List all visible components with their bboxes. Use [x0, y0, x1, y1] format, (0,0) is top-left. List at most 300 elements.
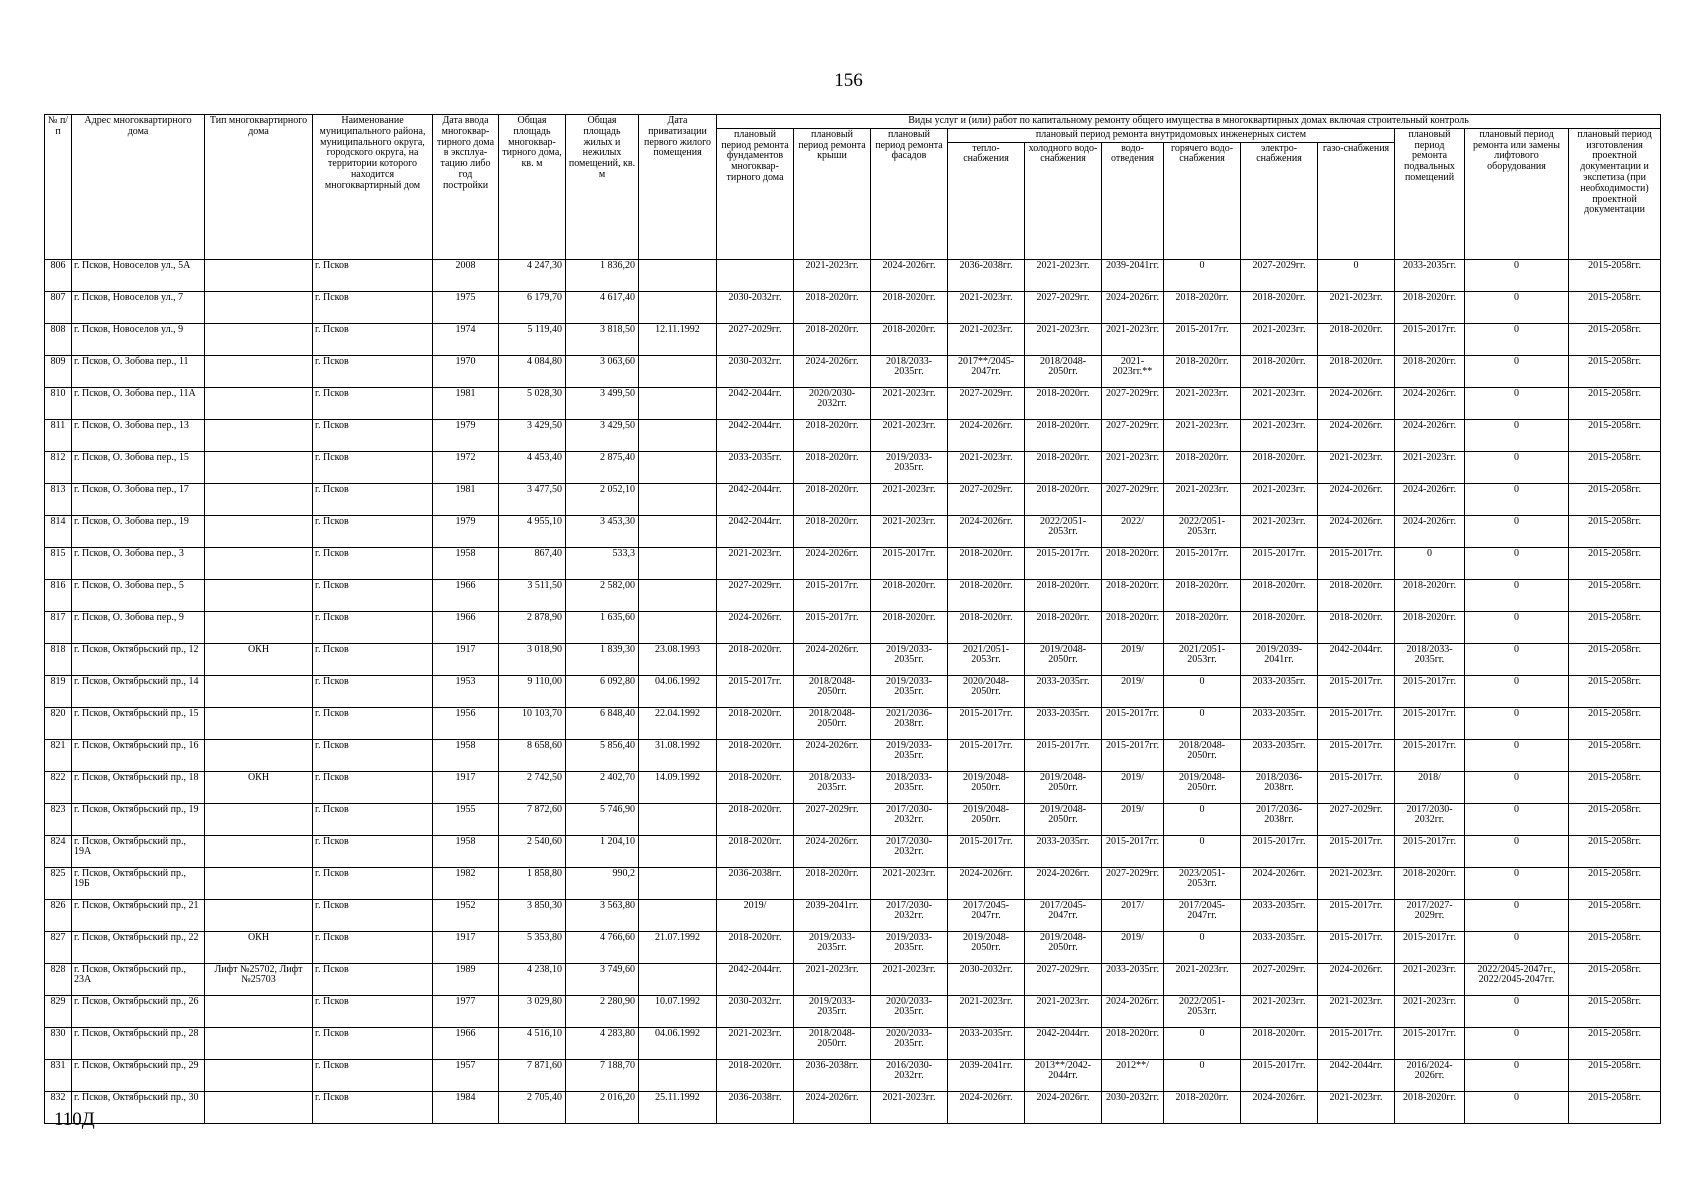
table-cell	[205, 515, 313, 547]
table-cell: 2015-2017гг.	[1318, 547, 1395, 579]
table-row	[45, 707, 1661, 739]
table-cell: 2024-2026гг.	[1318, 515, 1395, 547]
table-cell: 2018-2020гг.	[794, 451, 871, 483]
table-cell: 2018-2020гг.	[1318, 355, 1395, 387]
table-cell: 3 477,50	[499, 483, 566, 515]
table-cell: 7 188,70	[566, 1059, 639, 1091]
table-cell: 2017/2045-2047гг.	[1164, 899, 1241, 931]
table-cell: 2019/	[1102, 803, 1164, 835]
table-cell: 3 563,80	[566, 899, 639, 931]
table-cell: 04.06.1992	[639, 1027, 717, 1059]
table-cell: 2018-2020гг.	[1318, 579, 1395, 611]
table-cell: 2015-2017гг.	[1318, 931, 1395, 963]
table-cell: 2021-2023гг.	[1395, 963, 1465, 995]
table-cell: 823	[45, 803, 72, 835]
table-cell: 2039-2041гг.	[948, 1059, 1025, 1091]
table-cell: 2018-2020гг.	[871, 579, 948, 611]
table-cell: 2018-2020гг.	[1025, 387, 1102, 419]
table-cell	[639, 291, 717, 323]
table-row	[45, 579, 1661, 611]
table-cell: 2018-2020гг.	[1318, 611, 1395, 643]
table-cell	[205, 1059, 313, 1091]
table-cell: 2042-2044гг.	[717, 419, 794, 451]
table-cell: 2015-2058гг.	[1569, 387, 1661, 419]
header-privatization: Дата приватизации первого жилого помещения	[639, 115, 717, 260]
table-cell: 2015-2017гг.	[1025, 739, 1102, 771]
table-cell: 2027-2029гг.	[1102, 483, 1164, 515]
table-cell: 2042-2044гг.	[717, 483, 794, 515]
table-cell: 2027-2029гг.	[1318, 803, 1395, 835]
table-cell: 2015-2017гг.	[1395, 739, 1465, 771]
table-cell	[205, 387, 313, 419]
table-cell: 2015-2017гг.	[794, 611, 871, 643]
table-cell: 990,2	[566, 867, 639, 899]
table-cell: 820	[45, 707, 72, 739]
table-cell: 2017/2030-2032гг.	[1395, 803, 1465, 835]
table-cell: 1953	[433, 675, 499, 707]
table-cell: 2015-2017гг.	[1241, 835, 1318, 867]
table-cell: 2015-2058гг.	[1569, 419, 1661, 451]
table-cell: 2018-2020гг.	[1025, 579, 1102, 611]
table-cell: 0	[1465, 803, 1569, 835]
table-cell: 2021-2023гг.	[1241, 387, 1318, 419]
table-cell: 2015-2017гг.	[1318, 771, 1395, 803]
table-cell	[639, 963, 717, 995]
table-cell: 2018-2020гг.	[1025, 419, 1102, 451]
table-cell: г. Псков, Октябрьский пр., 26	[72, 995, 205, 1027]
table-cell: г. Псков, Октябрьский пр., 18	[72, 771, 205, 803]
table-cell: 0	[1465, 771, 1569, 803]
table-cell: 2033-2035гг.	[1241, 931, 1318, 963]
table-cell: 2022/	[1102, 515, 1164, 547]
table-cell: 2017/2030-2032гг.	[871, 835, 948, 867]
table-cell: г. Псков, Октябрьский пр., 19	[72, 803, 205, 835]
table-cell: 2027-2029гг.	[717, 579, 794, 611]
table-cell	[205, 611, 313, 643]
table-cell: г. Псков	[313, 515, 433, 547]
table-cell: г. Псков	[313, 579, 433, 611]
table-cell: 2021-2023гг.	[1164, 963, 1241, 995]
table-cell: 2030-2032гг.	[717, 995, 794, 1027]
table-cell: 2024-2026гг.	[1318, 419, 1395, 451]
table-cell: 2015-2058гг.	[1569, 483, 1661, 515]
table-cell: 2024-2026гг.	[1241, 1091, 1318, 1123]
table-cell: г. Псков	[313, 611, 433, 643]
table-cell	[639, 451, 717, 483]
table-cell: 2017/2036-2038гг.	[1241, 803, 1318, 835]
table-cell: г. Псков	[313, 259, 433, 291]
table-cell: 2018-2020гг.	[1102, 611, 1164, 643]
table-cell: г. Псков	[313, 643, 433, 675]
table-cell: 6 092,80	[566, 675, 639, 707]
table-cell: 2021-2023гг.	[1241, 515, 1318, 547]
table-cell	[205, 803, 313, 835]
table-cell: 2018-2020гг.	[717, 835, 794, 867]
table-cell: 2015-2058гг.	[1569, 259, 1661, 291]
table-cell: 4 766,60	[566, 931, 639, 963]
table-cell: 2021-2023гг.	[794, 963, 871, 995]
table-cell: 2019/2033-2035гг.	[871, 739, 948, 771]
table-cell: 2015-2017гг.	[1395, 835, 1465, 867]
table-cell: 2015-2058гг.	[1569, 835, 1661, 867]
table-cell: 811	[45, 419, 72, 451]
table-cell: г. Псков	[313, 707, 433, 739]
table-cell: 3 429,50	[499, 419, 566, 451]
table-cell: 3 511,50	[499, 579, 566, 611]
table-cell: 23.08.1993	[639, 643, 717, 675]
table-cell: 1 204,10	[566, 835, 639, 867]
table-cell: 2020/2033-2035гг.	[871, 995, 948, 1027]
table-cell: 818	[45, 643, 72, 675]
header-hot-water: горячего водо-снабжения	[1164, 142, 1241, 259]
table-cell: 2015-2017гг.	[1164, 547, 1241, 579]
table-row	[45, 803, 1661, 835]
table-cell: 1917	[433, 643, 499, 675]
table-cell: 2 280,90	[566, 995, 639, 1027]
table-cell: 2021-2023гг.	[871, 515, 948, 547]
table-cell: 2021-2023гг.	[1395, 451, 1465, 483]
table-cell: г. Псков	[313, 355, 433, 387]
table-cell	[205, 451, 313, 483]
table-cell: г. Псков, Октябрьский пр., 30	[72, 1091, 205, 1123]
table-cell: 4 617,40	[566, 291, 639, 323]
table-cell: 2015-2058гг.	[1569, 547, 1661, 579]
table-cell: 0	[1465, 995, 1569, 1027]
table-cell: 830	[45, 1027, 72, 1059]
table-cell	[717, 259, 794, 291]
table-cell: 807	[45, 291, 72, 323]
table-cell: 2015-2017гг.	[1318, 707, 1395, 739]
table-cell: 2021-2023гг.	[871, 867, 948, 899]
table-cell	[205, 835, 313, 867]
table-cell: 1979	[433, 419, 499, 451]
table-cell: 2018-2020гг.	[1102, 579, 1164, 611]
table-row	[45, 547, 1661, 579]
table-cell: 21.07.1992	[639, 931, 717, 963]
table-cell: 2021-2023гг.	[717, 547, 794, 579]
table-cell: 2015-2058гг.	[1569, 867, 1661, 899]
table-cell: 2019/2033-2035гг.	[794, 995, 871, 1027]
table-cell: 2018/2048-2050гг.	[794, 707, 871, 739]
table-row	[45, 1059, 1661, 1091]
table-cell: 0	[1465, 675, 1569, 707]
table-cell: 0	[1465, 643, 1569, 675]
table-cell: 2018/	[1395, 771, 1465, 803]
page-number: 156	[834, 70, 863, 91]
table-cell	[639, 899, 717, 931]
table-cell: 2018-2020гг.	[717, 803, 794, 835]
table-cell: 2021-2023гг.	[1318, 451, 1395, 483]
table-cell: 2019/	[717, 899, 794, 931]
table-cell	[205, 1091, 313, 1123]
table-cell: г. Псков	[313, 1027, 433, 1059]
table-cell	[639, 835, 717, 867]
table-cell: 2030-2032гг.	[1102, 1091, 1164, 1123]
table-cell: г. Псков	[313, 387, 433, 419]
table-cell: 2019/2048-2050гг.	[948, 931, 1025, 963]
table-cell	[639, 547, 717, 579]
header-type: Тип многоквартирного дома	[205, 115, 313, 260]
table-row	[45, 259, 1661, 291]
table-cell: 2024-2026гг.	[794, 547, 871, 579]
table-cell: 2027-2029гг.	[1102, 867, 1164, 899]
table-cell: 2021-2023гг.	[1102, 451, 1164, 483]
table-cell: 2018-2020гг.	[717, 643, 794, 675]
table-cell: 3 749,60	[566, 963, 639, 995]
table-cell: 2019/2048-2050гг.	[1164, 771, 1241, 803]
table-cell: 4 283,80	[566, 1027, 639, 1059]
table-cell: 2021-2023гг.	[1318, 291, 1395, 323]
table-cell: 0	[1465, 451, 1569, 483]
table-cell: 2018-2020гг.	[717, 771, 794, 803]
table-cell: 867,40	[499, 547, 566, 579]
table-cell: г. Псков	[313, 1091, 433, 1123]
table-row	[45, 387, 1661, 419]
table-cell: 1970	[433, 355, 499, 387]
table-cell: 0	[1465, 387, 1569, 419]
table-row	[45, 739, 1661, 771]
table-cell: 4 084,80	[499, 355, 566, 387]
table-cell: 2024-2026гг.	[1025, 867, 1102, 899]
table-cell: 2033-2035гг.	[948, 1027, 1025, 1059]
table-cell: 2033-2035гг.	[1102, 963, 1164, 995]
table-cell: 2027-2029гг.	[1025, 963, 1102, 995]
table-cell: 2019/2048-2050гг.	[948, 771, 1025, 803]
header-area-total: Общая площадь многоквар-тирного дома, кв. м	[499, 115, 566, 260]
table-cell: 2018-2020гг.	[1025, 451, 1102, 483]
table-cell: 2016/2030-2032гг.	[871, 1059, 948, 1091]
table-cell: 2015-2017гг.	[1318, 739, 1395, 771]
table-cell: 2019/2033-2035гг.	[871, 675, 948, 707]
table-cell: г. Псков, О. Зобова пер., 5	[72, 579, 205, 611]
table-cell: 2021-2023гг.	[1164, 483, 1241, 515]
table-cell: 2018-2020гг.	[871, 611, 948, 643]
table-cell: 2015-2017гг.	[948, 739, 1025, 771]
table-cell	[639, 579, 717, 611]
table-cell: 0	[1465, 835, 1569, 867]
table-cell: 2021-2023гг.	[1318, 867, 1395, 899]
capital-repair-table	[44, 114, 1661, 1124]
table-cell: 2019/	[1102, 675, 1164, 707]
table-cell: 2027-2029гг.	[1025, 291, 1102, 323]
table-cell: 2015-2058гг.	[1569, 771, 1661, 803]
table-cell: 2015-2017гг.	[1395, 323, 1465, 355]
table-cell: 2018/2048-2050гг.	[1164, 739, 1241, 771]
table-cell: ОКН	[205, 931, 313, 963]
table-header	[45, 115, 1661, 260]
table-cell: 2024-2026гг.	[1318, 387, 1395, 419]
table-cell: 4 238,10	[499, 963, 566, 995]
table-cell: 2021-2023гг.	[1025, 323, 1102, 355]
table-row	[45, 643, 1661, 675]
table-cell: 2042-2044гг.	[717, 963, 794, 995]
table-cell: 2015-2017гг.	[1395, 1027, 1465, 1059]
table-cell: 2015-2058гг.	[1569, 1059, 1661, 1091]
table-cell: 1981	[433, 483, 499, 515]
table-cell: 2 016,20	[566, 1091, 639, 1123]
table-cell: 2019/2033-2035гг.	[794, 931, 871, 963]
table-cell: 2015-2058гг.	[1569, 931, 1661, 963]
table-cell: 2018-2020гг.	[1395, 1091, 1465, 1123]
table-cell: 2042-2044гг.	[1318, 1059, 1395, 1091]
table-cell	[639, 803, 717, 835]
table-cell: 2030-2032гг.	[717, 355, 794, 387]
table-cell: 2018-2020гг.	[948, 579, 1025, 611]
table-cell: 2018-2020гг.	[717, 931, 794, 963]
table-cell: г. Псков	[313, 419, 433, 451]
table-cell: 2021-2023гг.	[1318, 995, 1395, 1027]
table-cell: г. Псков, Октябрьский пр., 23А	[72, 963, 205, 995]
table-cell: 2015-2017гг.	[1318, 835, 1395, 867]
table-cell: 0	[1465, 579, 1569, 611]
table-cell: 2015-2017гг.	[1395, 675, 1465, 707]
table-cell: 2021-2023гг.	[871, 387, 948, 419]
table-cell: 2018-2020гг.	[794, 515, 871, 547]
table-cell: г. Псков, О. Зобова пер., 19	[72, 515, 205, 547]
table-cell: 2015-2058гг.	[1569, 1091, 1661, 1123]
table-cell: г. Псков	[313, 771, 433, 803]
table-cell: 2021-2023гг.	[1318, 1091, 1395, 1123]
table-cell: 2015-2017гг.	[1318, 899, 1395, 931]
table-cell	[639, 419, 717, 451]
table-cell: 0	[1164, 931, 1241, 963]
table-cell: 2024-2026гг.	[948, 419, 1025, 451]
table-cell: 5 746,90	[566, 803, 639, 835]
table-cell: 826	[45, 899, 72, 931]
table-cell: 2015-2058гг.	[1569, 323, 1661, 355]
table-cell: 2015-2058гг.	[1569, 995, 1661, 1027]
table-cell: 2019/2048-2050гг.	[1025, 643, 1102, 675]
table-cell: 2024-2026гг.	[1395, 483, 1465, 515]
table-row	[45, 835, 1661, 867]
header-cold-water: холодного водо-снабжения	[1025, 142, 1102, 259]
table-cell: 2018-2020гг.	[1164, 1091, 1241, 1123]
table-cell: 2018-2020гг.	[1164, 355, 1241, 387]
table-cell: 2015-2058гг.	[1569, 291, 1661, 323]
table-cell: 2021/2051-2053гг.	[948, 643, 1025, 675]
table-cell: г. Псков	[313, 675, 433, 707]
table-cell	[205, 419, 313, 451]
table-cell: 2018-2020гг.	[1395, 611, 1465, 643]
table-cell: 2 742,50	[499, 771, 566, 803]
table-cell: 2033-2035гг.	[1395, 259, 1465, 291]
table-cell: 2015-2058гг.	[1569, 579, 1661, 611]
table-cell: г. Псков, Новоселов ул., 7	[72, 291, 205, 323]
header-address: Адрес многоквартирного дома	[72, 115, 205, 260]
table-cell: 2019/2039-2041гг.	[1241, 643, 1318, 675]
table-cell: г. Псков, О. Зобова пер., 11	[72, 355, 205, 387]
table-cell: 2020/2030-2032гг.	[794, 387, 871, 419]
table-cell: 2018-2020гг.	[794, 323, 871, 355]
table-cell: г. Псков, О. Зобова пер., 11А	[72, 387, 205, 419]
table-cell: г. Псков	[313, 547, 433, 579]
table-cell: 808	[45, 323, 72, 355]
table-cell: 1966	[433, 1027, 499, 1059]
capital-repair-table-container	[44, 114, 1661, 1124]
header-gas: газо-снабжения	[1318, 142, 1395, 259]
table-cell: 2021-2023гг.**	[1102, 355, 1164, 387]
table-cell: 2024-2026гг.	[948, 515, 1025, 547]
table-cell: 2015-2017гг.	[1241, 547, 1318, 579]
table-cell: 2015-2058гг.	[1569, 739, 1661, 771]
header-electric: электро-снабжения	[1241, 142, 1318, 259]
table-cell: 2042-2044гг.	[717, 515, 794, 547]
table-cell	[205, 483, 313, 515]
table-cell: г. Псков	[313, 931, 433, 963]
table-cell: 0	[1164, 1059, 1241, 1091]
table-cell: 2 052,10	[566, 483, 639, 515]
table-cell: 0	[1465, 291, 1569, 323]
table-cell: 0	[1465, 707, 1569, 739]
table-row	[45, 931, 1661, 963]
table-cell: 2018-2020гг.	[871, 323, 948, 355]
table-cell	[205, 995, 313, 1027]
header-facade: плановый период ремонта фасадов	[871, 128, 948, 259]
table-cell: ОКН	[205, 771, 313, 803]
table-cell: 0	[1465, 259, 1569, 291]
table-cell: 2017**/2045-2047гг.	[948, 355, 1025, 387]
table-cell: 0	[1465, 323, 1569, 355]
table-cell: 3 499,50	[566, 387, 639, 419]
table-cell: 14.09.1992	[639, 771, 717, 803]
table-cell: г. Псков, Новоселов ул., 9	[72, 323, 205, 355]
table-cell: 1982	[433, 867, 499, 899]
table-cell: 0	[1465, 931, 1569, 963]
table-cell: 2018-2020гг.	[1241, 451, 1318, 483]
table-cell	[205, 867, 313, 899]
table-cell: 2021-2023гг.	[1241, 323, 1318, 355]
table-cell: 2019/2033-2035гг.	[871, 451, 948, 483]
table-cell: г. Псков, О. Зобова пер., 17	[72, 483, 205, 515]
table-cell: г. Псков, О. Зобова пер., 13	[72, 419, 205, 451]
table-cell: 2021-2023гг.	[871, 419, 948, 451]
table-cell: г. Псков	[313, 867, 433, 899]
table-cell: 2018-2020гг.	[794, 483, 871, 515]
table-cell	[639, 1059, 717, 1091]
table-cell: 822	[45, 771, 72, 803]
table-cell: 2021-2023гг.	[1395, 995, 1465, 1027]
table-cell: 2042-2044гг.	[1025, 1027, 1102, 1059]
header-municipality: Наименование муниципального района, муниципального округа, городского округа, на территории которого находится многоквартирный дом	[313, 115, 433, 260]
table-cell: 2015-2017гг.	[1318, 675, 1395, 707]
table-cell: г. Псков, О. Зобова пер., 3	[72, 547, 205, 579]
table-cell: г. Псков, Октябрьский пр., 14	[72, 675, 205, 707]
table-cell: г. Псков	[313, 739, 433, 771]
table-cell: 0	[1465, 611, 1569, 643]
table-cell: 2018-2020гг.	[1395, 579, 1465, 611]
table-cell: 2018-2020гг.	[1241, 579, 1318, 611]
table-cell: 2015-2017гг.	[1102, 835, 1164, 867]
table-cell: 4 955,10	[499, 515, 566, 547]
table-cell: 2036-2038гг.	[948, 259, 1025, 291]
table-cell: 2023/2051-2053гг.	[1164, 867, 1241, 899]
table-cell: 2022/2051-2053гг.	[1025, 515, 1102, 547]
table-cell: 2015-2058гг.	[1569, 1027, 1661, 1059]
table-cell: 821	[45, 739, 72, 771]
table-cell: 0	[1318, 259, 1395, 291]
table-cell: 2024-2026гг.	[1241, 867, 1318, 899]
table-cell: 2024-2026гг.	[794, 739, 871, 771]
table-cell: 2022/2045-2047гг., 2022/2045-2047гг.	[1465, 963, 1569, 995]
table-cell: г. Псков	[313, 1059, 433, 1091]
table-cell: г. Псков, Октябрьский пр., 29	[72, 1059, 205, 1091]
table-cell: 2024-2026гг.	[794, 355, 871, 387]
table-cell: 827	[45, 931, 72, 963]
table-cell: 2021-2023гг.	[1025, 259, 1102, 291]
table-cell: 2024-2026гг.	[1395, 387, 1465, 419]
table-cell: 2 878,90	[499, 611, 566, 643]
table-cell: 0	[1465, 1091, 1569, 1123]
